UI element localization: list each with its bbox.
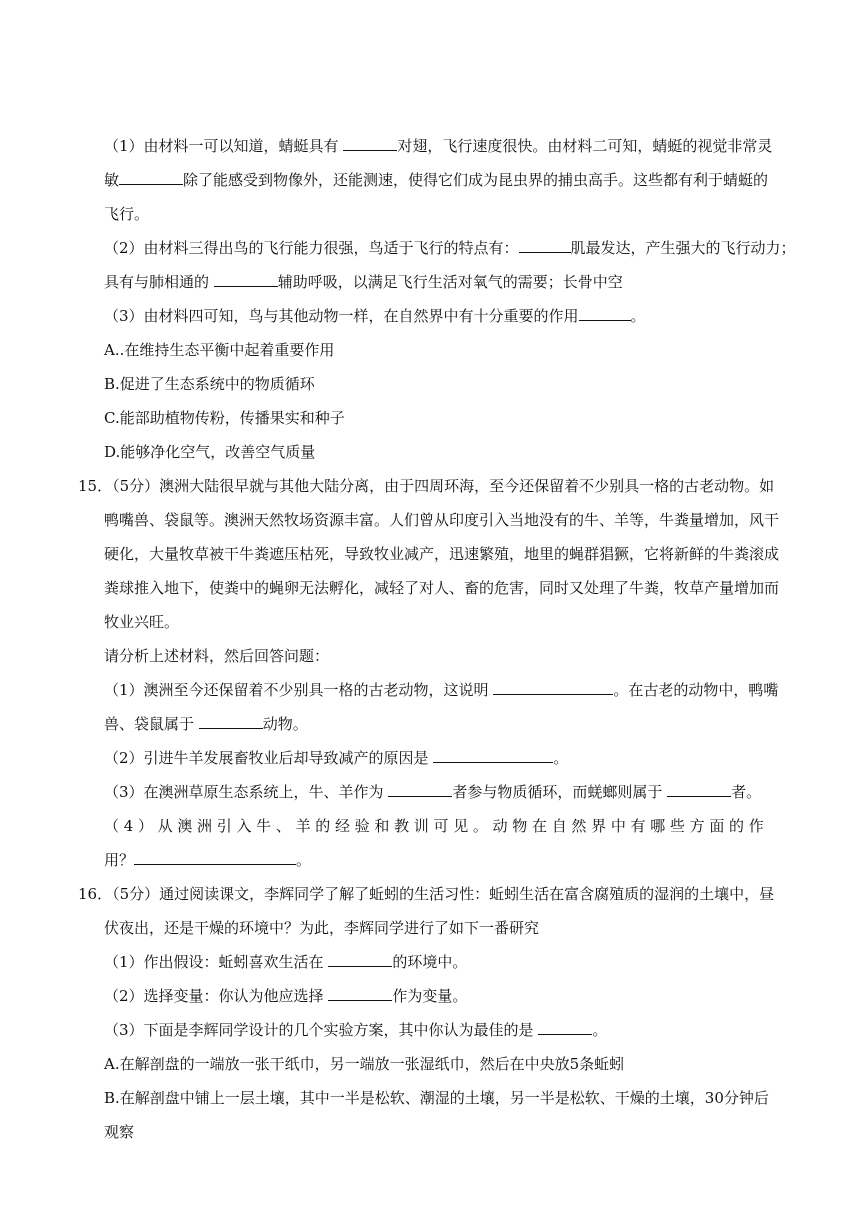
q14-sub1-line3: 飞行。 bbox=[104, 205, 150, 223]
q15-sub4-line2: 用？ 。 bbox=[104, 851, 312, 869]
q15-stem-line4: 粪球推入地下，使粪中的蝇卵无法孵化，减轻了对人、畜的危害，同时又处理了牛粪，牧草产量增加而 bbox=[104, 579, 780, 597]
q14-option-a: A..在维持生态平衡中起着重要作用 bbox=[104, 341, 335, 359]
q15-sub1-line1: （1）澳洲至今还保留着不少别具一格的古老动物，这说明 。在古老的动物中，鸭嘴 bbox=[104, 681, 779, 699]
answer-blank[interactable] bbox=[134, 850, 296, 865]
q15-stem-line5: 牧业兴旺。 bbox=[104, 613, 180, 631]
q15-stem-line2: 鸭嘴兽、袋鼠等。澳洲天然牧场资源丰富。人们曾从印度引入当地没有的牛、羊等，牛粪量增加，风干 bbox=[104, 511, 780, 529]
q14-option-b: B.促进了生态系统中的物质循环 bbox=[104, 375, 315, 393]
answer-blank[interactable] bbox=[328, 952, 392, 967]
q14-sub2-line1: （2）由材料三得出鸟的飞行能力很强，鸟适于飞行的特点有： 肌最发达，产生强大的飞行动力； bbox=[104, 239, 796, 257]
answer-blank[interactable] bbox=[119, 170, 183, 185]
answer-blank[interactable] bbox=[433, 748, 553, 763]
q16-option-a: A.在解剖盘的一端放一张干纸巾，另一端放一张湿纸巾，然后在中央放5条蚯蚓 bbox=[104, 1055, 625, 1073]
q16-sub2: （2）选择变量：你认为他应选择 作为变量。 bbox=[104, 987, 468, 1005]
answer-blank[interactable] bbox=[538, 1020, 592, 1035]
answer-blank[interactable] bbox=[214, 272, 278, 287]
q15-prompt: 请分析上述材料，然后回答问题： bbox=[104, 647, 330, 665]
answer-blank[interactable] bbox=[388, 782, 452, 797]
q14-option-d: D.能够净化空气，改善空气质量 bbox=[104, 443, 316, 461]
q15-stem-line1: 15．（5分）澳洲大陆很早就与其他大陆分离，由于四周环海，至今还保留着不少别具一格的古老动物。如 bbox=[78, 477, 775, 495]
q14-option-c: C.能部助植物传粉，传播果实和种子 bbox=[104, 409, 345, 427]
q14-sub1-line2: 敏 除了能感受到物像外，还能测速，使得它们成为昆虫界的捕虫高手。这些都有利于蜻蜓的 bbox=[104, 171, 769, 189]
q15-sub1-line2: 兽、袋鼠属于 动物。 bbox=[104, 715, 308, 733]
q15-sub3: （3）在澳洲草原生态系统上，牛、羊作为 者参与物质循环，而蜣螂则属于 者。 bbox=[104, 783, 762, 801]
answer-blank[interactable] bbox=[667, 782, 731, 797]
q15-sub2: （2）引进牛羊发展畜牧业后却导致减产的原因是 。 bbox=[104, 749, 569, 767]
answer-blank[interactable] bbox=[343, 136, 397, 151]
answer-blank[interactable] bbox=[579, 306, 631, 321]
q15-stem-line3: 硬化，大量牧草被干牛粪遮压枯死，导致牧业减产，迅速繁殖，地里的蝇群猖獗，它将新鲜的牛粪滚成 bbox=[104, 545, 780, 563]
answer-blank[interactable] bbox=[328, 986, 392, 1001]
q15-sub4-line1: （ 4 ） 从 澳 洲 引 入 牛 、 羊 的 经 验 和 教 训 可 见 。 动 物 在 自 然 界 中 有 哪 些 方 面 的 作 bbox=[104, 817, 764, 835]
q16-sub1: （1）作出假设：蚯蚓喜欢生活在 的环境中。 bbox=[104, 953, 468, 971]
answer-blank[interactable] bbox=[199, 714, 263, 729]
answer-blank[interactable] bbox=[493, 680, 613, 695]
q14-sub2-line2: 具有与肺相通的 辅助呼吸，以满足飞行生活对氧气的需要；长骨中空 bbox=[104, 273, 623, 291]
q14-sub1-line1: （1）由材料一可以知道，蜻蜓具有 对翅，飞行速度很快。由材料二可知，蜻蜓的视觉非常灵 bbox=[104, 137, 773, 155]
q16-stem-line1: 16．（5分）通过阅读课文，李辉同学了解了蚯蚓的生活习性：蚯蚓生活在富含腐殖质的湿润的土壤中，昼 bbox=[78, 885, 775, 903]
q16-option-b-line2: 观察 bbox=[104, 1123, 135, 1141]
q16-stem-line2: 伏夜出，还是干燥的环境中？为此，李辉同学进行了如下一番研究 bbox=[104, 919, 540, 937]
q16-sub3: （3）下面是李辉同学设计的几个实验方案，其中你认为最佳的是 。 bbox=[104, 1021, 608, 1039]
q14-sub3: （3）由材料四可知，鸟与其他动物一样，在自然界中有十分重要的作用 。 bbox=[104, 307, 646, 325]
q16-option-b-line1: B.在解剖盘中铺上一层土壤，其中一半是松软、潮湿的土壤，另一半是松软、干燥的土壤，30分钟后 bbox=[104, 1089, 769, 1107]
answer-blank[interactable] bbox=[519, 238, 571, 253]
